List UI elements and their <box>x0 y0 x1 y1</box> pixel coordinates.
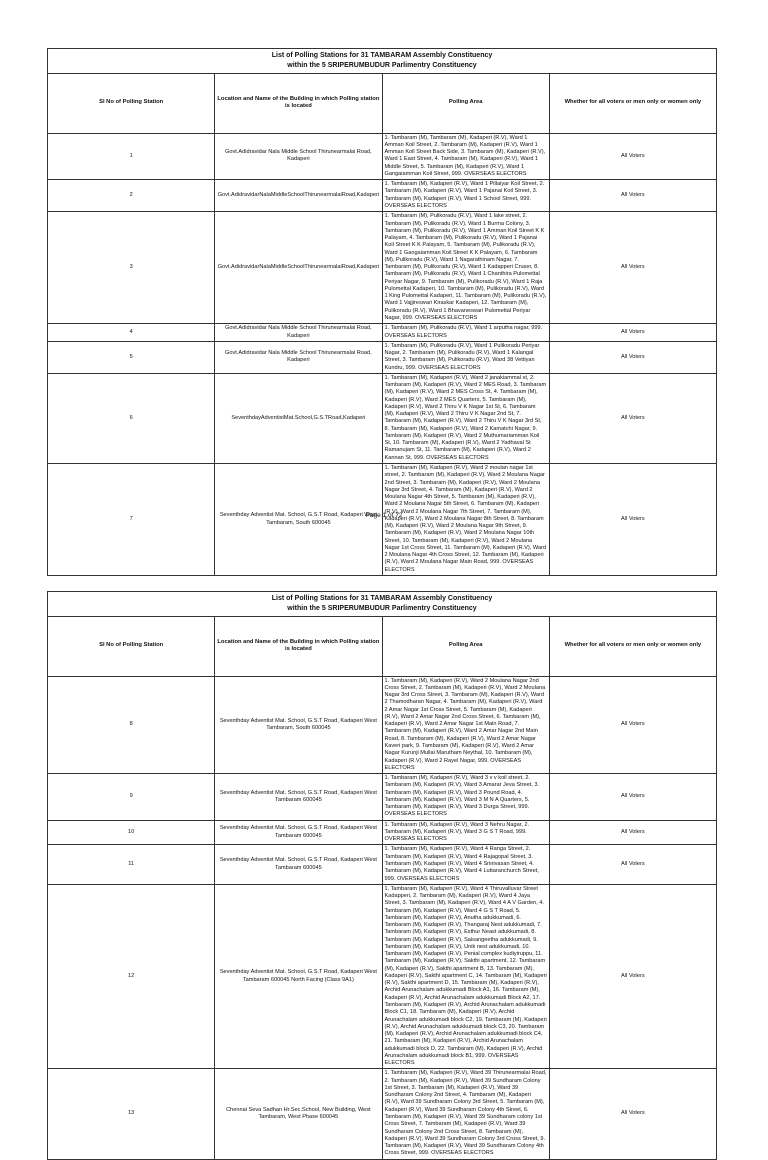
header-sl-no: Sl No of Polling Station <box>48 616 215 676</box>
table-row <box>48 884 717 1069</box>
cell-sl-no: 9 <box>48 774 215 821</box>
cell-polling-area: 1. Tambaram (M), Kadaperi (R.V), Ward 3 v v koil street, 2. Tambaram (M), Kadaperi (R.V), Ward 3 Amarar Jeva Street, 3. Tambaram (M), Kadaperi (R.V), Ward 3 Pound Road, 4. Tambaram (M), Kadaperi (R.V), Ward 3 M N A Quarters, 5. Tambaram (M), Kadaperi (R.V), Ward 3 Durga Street, 999. OVERSEAS ELECTORS <box>382 774 549 821</box>
header-row <box>48 616 717 676</box>
cell-polling-area: 1. Tambaram (M), Kadaperi (R.V), Ward 2 Moulana Nagar 2nd Cross Street, 2. Tambaram (M), Kadaperi (R.V), Ward 2 Moulana Nagar 3rd Cross Street, 3. Tambaram (M), Kadaperi (R.V), Ward 2 Thamodharan Nagar, 4. Tambaram (M), Kadaperi (R.V), Ward 2 Amar Nagar 1st Cross Street, 5. Tambaram (M), Kadaperi (R.V), Ward 2 Amar Nagar 2nd Cross Street, 6. Tambaram (M), Kadaperi (R.V), Ward 2 Amar Nagar 1st Main Road, 7. Tambaram (M), Kadaperi (R.V), Ward 2 Amar Nagar 2nd Main Road, 8. Tambaram (M), Kadaperi (R.V), Ward 2 Amar Nagar Kaveri park, 9. Tambaram (M), Kadaperi (R.V), Ward 2 Amar Nagar Kurunji Mullai Marutham Neythal, 10. Tambaram (M), Kadaperi (R.V), Ward 2 Rayel Nagar, 999. OVERSEAS ELECTORS <box>382 676 549 773</box>
cell-location: Govt.AdidravidarNalaMiddleSchoolThirunearmalaiRoad,Kadaperi <box>215 212 382 324</box>
cell-whether: All Voters <box>549 845 716 884</box>
title-row <box>48 49 717 74</box>
cell-whether: All Voters <box>549 212 716 324</box>
table-row <box>48 676 717 773</box>
cell-location: Seventhday Adventist Mat. School, G.S.T Road, Kadaperi West Tambaram 600045 <box>215 820 382 845</box>
table-title <box>48 49 717 74</box>
cell-sl-no: 13 <box>48 1069 215 1159</box>
title-row <box>48 592 717 617</box>
table-row <box>48 324 717 342</box>
cell-whether: All Voters <box>549 464 716 576</box>
cell-sl-no: 3 <box>48 212 215 324</box>
header-row <box>48 73 717 133</box>
cell-whether: All Voters <box>549 774 716 821</box>
cell-whether: All Voters <box>549 324 716 342</box>
title-line-1: List of Polling Stations for 31 TAMBARAM Assembly Constituency <box>271 595 493 602</box>
cell-polling-area: 1. Tambaram (M), Kadaperi (R.V), Ward 2 janakiammal st, 2. Tambaram (M), Kadaperi (R.V), Ward 2 MES Road, 3. Tambaram (M), Kadaperi (R.V), Ward 2 MES Cross St, 4. Tambaram (M), Kadaperi (R.V), Ward 2 MES Quarters, 5. Tambaram (M), Kadaperi (R.V), Ward 2 Thiru V K Nagar 1st St, 6. Tambaram (M), Kadaperi (R.V), Ward 2 Thiru V K Nagar 2nd St, 7. Tambaram (M), Kadaperi (R.V), Ward 2 Thiru V K Nagar 3rd St, 8. Tambaram (M), Kadaperi (R.V), Ward 2 Kamatchi Nagar, 9. Tambaram (M), Kadaperi (R.V), Ward 2 Muthumariamman Koil St, 10. Tambaram (M), Kadaperi (R.V), Ward 2 Yadhaval St Ramanujam St, 11. Tambaram (M), Kadaperi (R.V), Ward 2 Kannan St, 999. OVERSEAS ELECTORS <box>382 373 549 463</box>
table-row <box>48 820 717 845</box>
table-row <box>48 341 717 373</box>
title-line-2: within the 5 SRIPERUMBUDUR Parlimentry Constituency <box>287 604 477 612</box>
header-whether: Whether for all voters or men only or women only <box>549 73 716 133</box>
cell-polling-area: 1. Tambaram (M), Kadaperi (R.V), Ward 1 Pillaiyar Koil Street, 2. Tambaram (M), Kadaperi (R.V), Ward 1 Pajanai Koil Street, 3. Tambaram (M), Kadaperi (R.V), Ward 1 School Street, 999. OVERSEAS ELECTORS <box>382 180 549 212</box>
page-footer: Page 1 of 72 <box>365 512 403 519</box>
header-polling-area: Polling Area <box>382 616 549 676</box>
cell-sl-no: 11 <box>48 845 215 884</box>
cell-polling-area: 1. Tambaram (M), Kadaperi (R.V), Ward 3 Nehru Nagar, 2. Tambaram (M), Kadaperi (R.V), Ward 3 G S T Road, 999. OVERSEAS ELECTORS <box>382 820 549 845</box>
cell-whether: All Voters <box>549 373 716 463</box>
cell-sl-no: 8 <box>48 676 215 773</box>
cell-sl-no: 4 <box>48 324 215 342</box>
header-polling-area: Polling Area <box>382 73 549 133</box>
cell-sl-no: 1 <box>48 133 215 180</box>
cell-polling-area: 1. Tambaram (M), Pulikoradu (R.V), Ward 1 Pulikoradu Periyar Nagar, 2. Tambaram (M), Pulikoradu (R.V), Ward 1 Kalangal Street, 3. Tambaram (M), Pulikoradu (R.V), Ward 38 Vettiyan Kundru, 999. OVERSEAS ELECTORS <box>382 341 549 373</box>
cell-location: Govt.Adidravidar Nala Middle School Thirunearmalai Road, Kadaperi <box>215 324 382 342</box>
header-location: Location and Name of the Building in which Polling station is located <box>215 616 382 676</box>
cell-whether: All Voters <box>549 133 716 180</box>
page-2-table-container <box>47 591 717 1160</box>
cell-polling-area: 1. Tambaram (M), Kadaperi (R.V), Ward 4 Thiruvalluvar Street Kadapperi, 2. Tambaram (M), Kadaperi (R.V), Ward 4 Jaya Street, 3. Tambaram (M), Kadaperi (R.V), Ward 4 A V Garden, 4. Tambaram (M), Kadaperi (R.V), Ward 4 G S T Road, 5. Tambaram (M), Kadaperi (R.V), Anutha adukkumadi, 6. Tambaram (M), Kadaperi (R.V), Thangaraj Nest adukkumadi, 7. Tambaram (M), Kadaperi (R.V), Esthur Neast adukkumadi, 8. Tambaram (M), Kadaperi (R.V), Saisangeetha adukkumadi, 9. Tambaram (M), Kadaperi (R.V), Unik nest adukkumadi, 10. Tambaram (M), Kadaperi (R.V), Penial complex kudiyiruppu, 11. Tambaram (M), Kadaperi (R.V), Sakthi apartment, 12. Tambaram (M), Kadaperi (R.V), Sakthi apartment B, 13. Tambaram (M), Kadaperi (R.V), Sakthi apartment C, 14. Tambaram (M), Kadaperi (R.V), Sakthi apartment D, 15. Tambaram (M), Kadaperi (R.V), Archid Arunachalam adukkumadi Block A1, 16. Tambaram (M), Kadaperi (R.V), Archid Arunachalam adukkumadi Block A2, 17. Tambaram (M), Kadaperi (R.V), Archid Arunachalam adukkumadi Block C1, 18. Tambaram (M), Kadaperi (R.V), Archid Arunachalam adukkumadi block C2, 19. Tambaram (M), Kadaperi (R.V), Archid Arunachalam adukkumadi block C3, 20. Tambaram (M), Kadaperi (R.V), Archid Arunachalam adukkumadi block C4, 21. Tambaram (M), Kadaperi (R.V), Archid Arunachalam adukkumadi block D, 22. Tambaram (M), Kadaperi (R.V), Archid Arunachalam adukkumadi block B1, 999. OVERSEAS ELECTORS <box>382 884 549 1069</box>
table-row <box>48 1069 717 1159</box>
table-row <box>48 464 717 576</box>
cell-polling-area: 1. Tambaram (M), Pulikoradu (R.V), Ward 1 arputha nagar, 999. OVERSEAS ELECTORS <box>382 324 549 342</box>
cell-location: Chennai Seva Sadhan Hr.Sec.School, New Building, West Tambaram, West Phase 600045 <box>215 1069 382 1159</box>
cell-polling-area: 1. Tambaram (M), Pulikoradu (R.V), Ward 1 lake street, 2. Tambaram (M), Pulikoradu (R.V), Ward 1 Burma Colony, 3. Tambaram (M), Pulikoradu (R.V), Ward 1 Amman Koil Street K K Palayam, 4. Tambaram (M), Pulikoradu (R.V), Ward 1 Pajanai Koil Street K K Palayam, 5. Tambaram (M), Pulikoradu (R.V), Ward 1 Gangaiamman Koil Street K K Palayam, 6. Tambaram (M), Pulikoradu (R.V), Ward 1 Nagarathinam Nagar, 7. Tambaram (M), Pulikoradu (R.V), Ward 1 Kadapperi Cruser, 8. Tambaram (M), Pulikoradu (R.V), Ward 1 Chanthira Pulomettal Periyar Nagar, 9. Tambaram (M), Pulikoradu (R.V), Ward 1 Raja Pulomettal Kadaperi, 10. Tambaram (M), Pulikoradu (R.V), Ward 1 King Pulomettal Kadaperi, 11. Tambaram (M), Pulikoradu (R.V), Ward 1 Vajjireswari Kiraskar Kadaperi, 12. Tambaram (M), Pulikoradu (R.V), Ward 1 Bhavaneswari Pulomettal Periyar Nagar, 999. OVERSEAS ELECTORS <box>382 212 549 324</box>
table-row <box>48 212 717 324</box>
table-row <box>48 845 717 884</box>
cell-whether: All Voters <box>549 884 716 1069</box>
cell-sl-no: 2 <box>48 180 215 212</box>
cell-location: Govt.Adidravidar Nala Middle School Thirunearmalai Road, Kadaperi <box>215 341 382 373</box>
page-1-table-container <box>47 48 717 576</box>
cell-polling-area: 1. Tambaram (M), Tambaram (M), Kadaperi (R.V), Ward 1 Amman Koil Street, 2. Tambaram (M), Kadaperi (R.V), Ward 1 Amman Koil Street Back Side, 3. Tambaram (M), Kadaperi (R.V), Ward 1 East Street, 4. Tambaram (M), Kadaperi (R.V), Ward 1 Middle Street, 5. Tambaram (M), Kadaperi (R.V), Ward 1 Gangaiamman Koil Street, 999. OVERSEAS ELECTORS <box>382 133 549 180</box>
cell-whether: All Voters <box>549 341 716 373</box>
cell-whether: All Voters <box>549 676 716 773</box>
cell-sl-no: 12 <box>48 884 215 1069</box>
header-location: Location and Name of the Building in which Polling station is located <box>215 73 382 133</box>
table-row <box>48 180 717 212</box>
cell-whether: All Voters <box>549 1069 716 1159</box>
cell-sl-no: 5 <box>48 341 215 373</box>
table-row <box>48 774 717 821</box>
title-line-1: List of Polling Stations for 31 TAMBARAM Assembly Constituency <box>271 52 493 59</box>
cell-location: Seventhday Adventist Mat. School, G.S.T Road, Kadaperi West Tambaram 600045 <box>215 845 382 884</box>
table-title <box>48 592 717 617</box>
cell-sl-no: 6 <box>48 373 215 463</box>
cell-location: Seventhday Adventist Mat. School, G.S.T Road, Kadaperi West Tambaram, South 600045 <box>215 464 382 576</box>
cell-polling-area: 1. Tambaram (M), Kadaperi (R.V), Ward 39 Thirunearmalai Road, 2. Tambaram (M), Kadaperi (R.V), Ward 39 Sundharam Colony 1st Street, 3. Tambaram (M), Kadaperi (R.V), Ward 39 Sundharam Colony 2nd Street, 4. Tambaram (M), Kadaperi (R.V), Ward 39 Sundharam Colony 3rd Street, 5. Tambaram (M), Kadaperi (R.V), Ward 39 Sundharam Colony 4th Street, 6. Tambaram (M), Kadaperi (R.V), Ward 39 Sundharam colony 1st Cross Street, 7. Tambaram (M), Kadaperi (R.V), Ward 39 Sundharam Colony 2nd Cross Street, 8. Tambaram (M), Kadaperi (R.V), Ward 39 Sundharam Colony 3rd Cross Street, 9. Tambaram (M), Kadaperi (R.V), Ward 39 Sundharam Colony 4th Cross Street, 999. OVERSEAS ELECTORS <box>382 1069 549 1159</box>
cell-location: Govt.Adidravidar Nala Middle School Thirunearmalai Road, Kadaperi <box>215 133 382 180</box>
polling-stations-table <box>47 48 717 576</box>
title-line-2: within the 5 SRIPERUMBUDUR Parlimentry Constituency <box>287 61 477 69</box>
cell-whether: All Voters <box>549 180 716 212</box>
cell-sl-no: 7 <box>48 464 215 576</box>
header-whether: Whether for all voters or men only or women only <box>549 616 716 676</box>
cell-polling-area: 1. Tambaram (M), Kadaperi (R.V), Ward 4 Ranga Street, 2. Tambaram (M), Kadaperi (R.V), Ward 4 Rajagopal Street, 3. Tambaram (M), Kadaperi (R.V), Ward 4 Srinivasan Street, 4. Tambaram (M), Kadaperi (R.V), Ward 4 Luttaranchurch Street, 999. OVERSEAS ELECTORS <box>382 845 549 884</box>
cell-location: Seventhday Adventist Mat. School, G.S.T Road, Kadaperi West Tambaram 600045 North Facing (Class 9A1) <box>215 884 382 1069</box>
cell-whether: All Voters <box>549 820 716 845</box>
table-row <box>48 133 717 180</box>
cell-location: SeventhdayAdventistMat.School,G.S.TRoad,Kadaperi <box>215 373 382 463</box>
cell-polling-area: 1. Tambaram (M), Kadaperi (R.V), Ward 2 moulan nagar 1st street, 2. Tambaram (M), Kadaperi (R.V), Ward 2 Moulana Nagar 2nd Street, 3. Tambaram (M), Kadaperi (R.V), Ward 2 Moulana Nagar 3rd Street, 4. Tambaram (M), Kadaperi (R.V), Ward 2 Moulana Nagar 4th Street, 5. Tambaram (M), Kadaperi (R.V), Ward 2 Moulana Nagar 5th Street, 6. Tambaram (M), Kadaperi (R.V), Ward 2 Moulana Nagar 7th Street, 7. Tambaram (M), Kadaperi (R.V), Ward 2 Moulana Nagar 8th Street, 8. Tambaram (M), Kadaperi (R.V), Ward 2 Moulana Nagar 9th Street, 9. Tambaram (M), Kadaperi (R.V), Ward 2 Moulana Nagar 10th Street, 10. Tambaram (M), Kadaperi (R.V), Ward 2 Moulana Nagar 1st Cross Street, 11. Tambaram (M), Kadaperi (R.V), Ward 2 Moulana Nagar 4th Cross Street, 12. Tambaram (M), Kadaperi (R.V), Ward 2 Moulana Nagar Main Road, 999. OVERSEAS ELECTORS <box>382 464 549 576</box>
table-row <box>48 373 717 463</box>
cell-location: Seventhday Adventist Mat. School, G.S.T Road, Kadaperi West Tambaram, South 600045 <box>215 676 382 773</box>
cell-location: Seventhday Adventist Mat. School, G.S.T Road, Kadaperi West Tambaram 600045 <box>215 774 382 821</box>
header-sl-no: Sl No of Polling Station <box>48 73 215 133</box>
polling-stations-table <box>47 591 717 1160</box>
cell-location: Govt.AdidravidarNalaMiddleSchoolThirunearmalaiRoad,Kadaperi <box>215 180 382 212</box>
cell-sl-no: 10 <box>48 820 215 845</box>
